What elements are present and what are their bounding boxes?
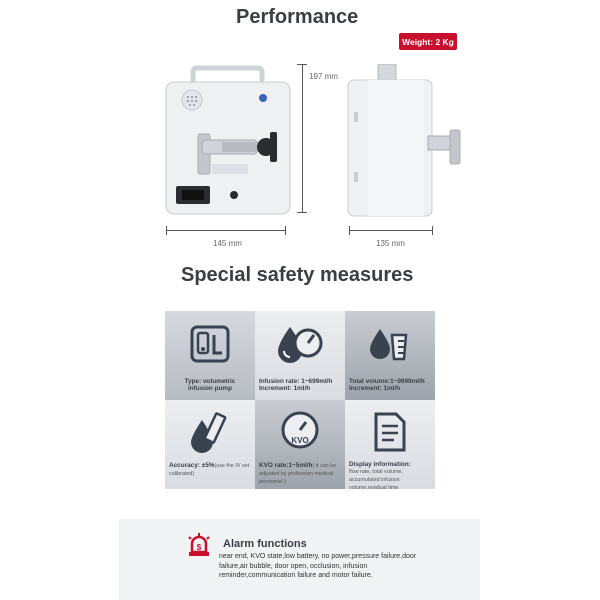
drop-ruler-icon — [188, 410, 232, 458]
infusion-rate-label: Infusion rate: 1~699ml/h — [259, 378, 333, 385]
pump-device-icon — [188, 321, 232, 365]
display-info-detail: flow rate, total volume, accumulated infusion volume,residual time — [349, 469, 403, 491]
kvo-icon-text: KVO — [291, 436, 309, 445]
accuracy-note: (use the IV set calibrated) — [169, 463, 250, 477]
display-info-label: Display information: — [349, 461, 411, 468]
feature-total-volume — [345, 311, 435, 400]
feature-type — [165, 311, 255, 400]
depth-dimension-cap-left — [349, 226, 350, 235]
depth-dimension-cap-right — [432, 226, 433, 235]
height-dimension-cap-top — [297, 64, 307, 65]
kvo-rate-note: ( it can be adjusted by profession medical personnel ) — [259, 463, 337, 485]
accuracy-label: Accuracy: ±5% — [169, 462, 215, 469]
width-label: 145 mm — [213, 239, 242, 248]
feature-infusion-rate — [255, 311, 345, 400]
width-dimension-line — [166, 230, 286, 231]
total-volume-increment-label: Increment: 1ml/h — [349, 385, 401, 392]
alarm-siren-icon — [186, 532, 212, 558]
performance-title: Performance — [236, 6, 359, 28]
total-volume-label: Total volume:1~9999ml/h — [349, 378, 425, 385]
kvo-rate-label: KVO rate:1~5ml/h — [259, 462, 313, 469]
feature-type-label: Type: volumetric — [184, 378, 236, 385]
document-icon — [372, 410, 408, 454]
feature-accuracy — [165, 400, 255, 489]
feature-kvo-rate — [255, 400, 345, 489]
infusion-increment-label: Increment: 1ml/h — [259, 385, 311, 392]
safety-title: Special safety measures — [181, 264, 414, 286]
alarm-title: Alarm functions — [223, 538, 307, 550]
feature-display-info — [345, 400, 435, 489]
height-label: 197 mm — [309, 72, 338, 81]
drop-beaker-icon — [368, 321, 412, 365]
drop-gauge-icon — [274, 321, 326, 365]
depth-dimension-line — [349, 230, 433, 231]
height-dimension-cap-bottom — [297, 212, 307, 213]
alarm-description: near end, KVO state,low battery, no power,pressure failure,door failure,air bubble, door open, occlusion, infusion reminder,communication failure and motor failure. — [219, 553, 417, 580]
depth-label: 135 mm — [376, 239, 405, 248]
device-side-image — [340, 64, 470, 224]
feature-type-label-line2: infusion pump — [187, 385, 233, 392]
svg-text:$: $ — [196, 543, 202, 552]
kvo-gauge-icon — [280, 410, 320, 450]
height-dimension-line — [302, 64, 303, 212]
device-front-image — [160, 62, 300, 222]
weight-badge: Weight: 2 Kg — [399, 33, 457, 50]
width-dimension-cap-left — [166, 226, 167, 235]
width-dimension-cap-right — [285, 226, 286, 235]
